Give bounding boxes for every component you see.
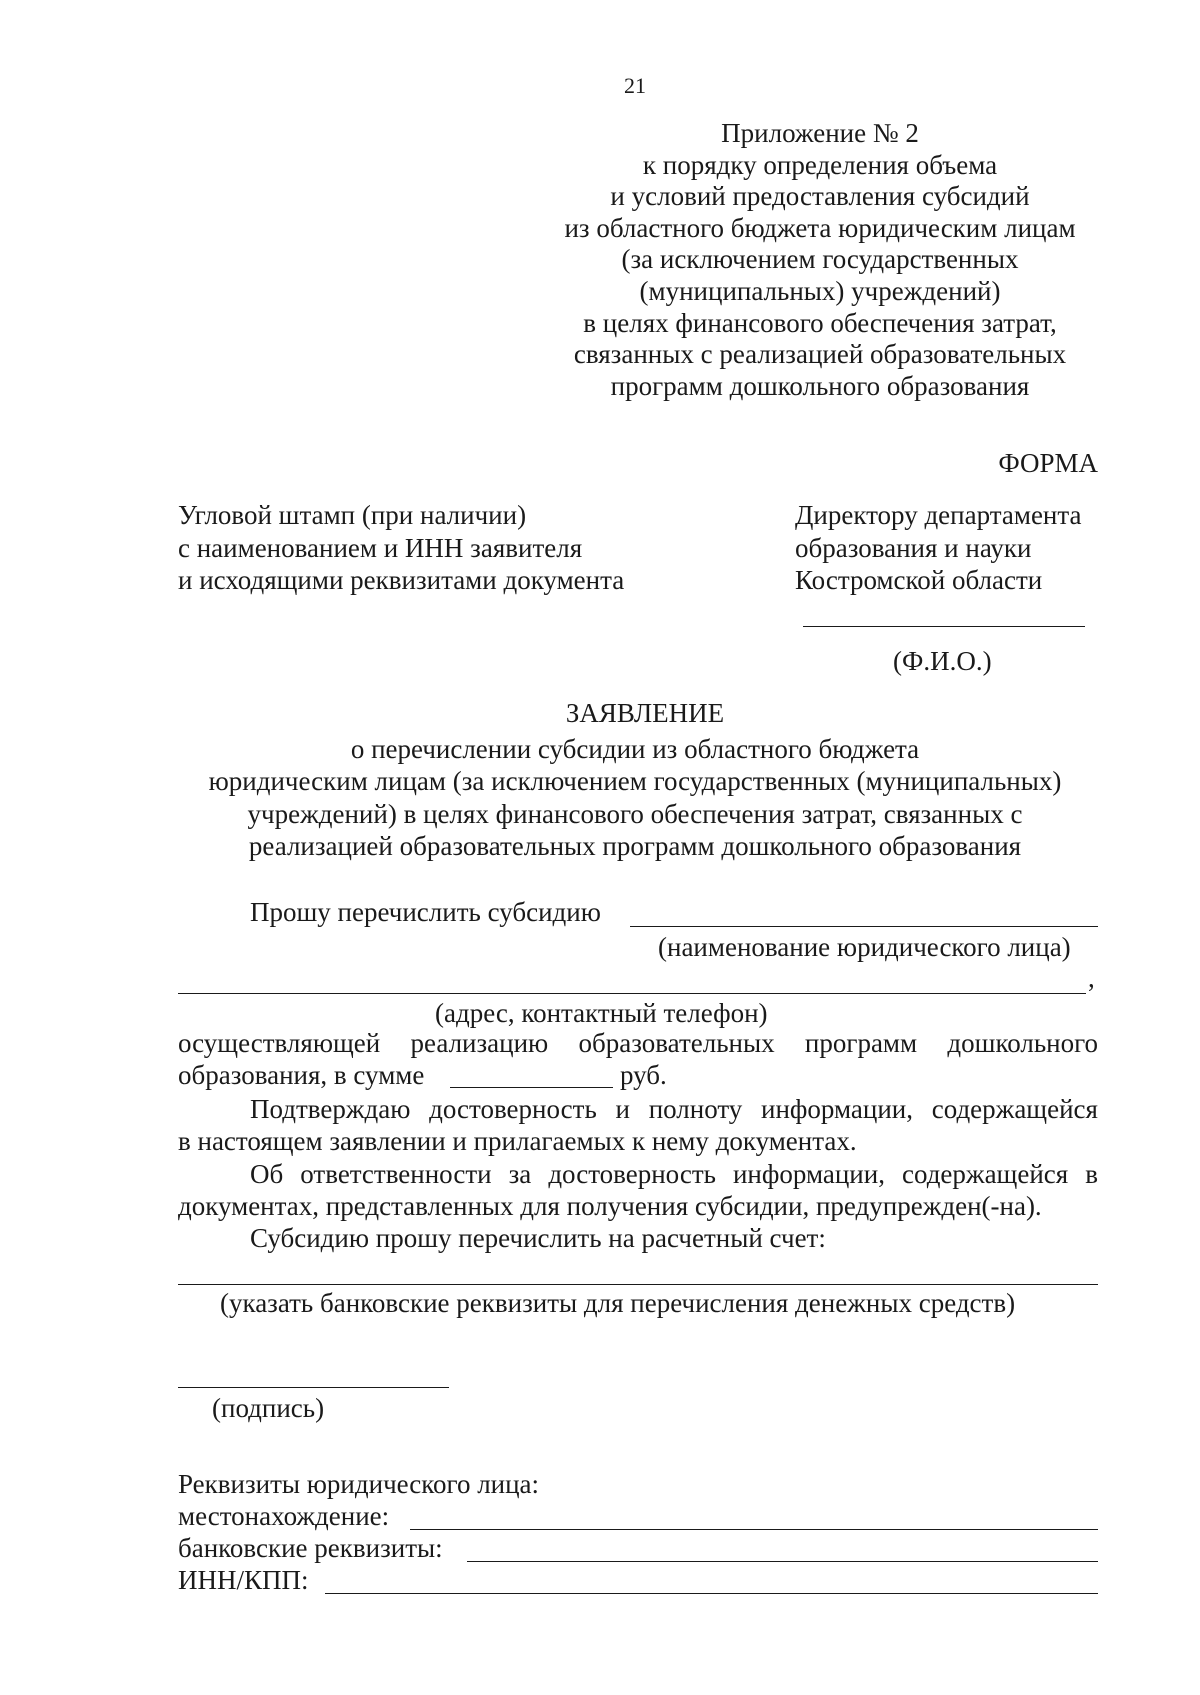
word: информации, [761, 1094, 913, 1124]
appendix-line: к порядку определения объема [642, 149, 998, 180]
address-comma: , [1088, 963, 1095, 993]
addressee-line: Костромской области [795, 565, 1043, 595]
corner-stamp-note [178, 499, 624, 597]
inn-kpp-field[interactable] [325, 1593, 1098, 1594]
legal-entity-name-field[interactable] [630, 926, 1098, 927]
address-caption: (адрес, контактный телефон) [435, 998, 768, 1028]
word: Подтверждаю [250, 1094, 411, 1124]
word: содержащейся [901, 1159, 1069, 1189]
word: реализацию [410, 1028, 549, 1058]
word: за [508, 1159, 532, 1189]
confirm-line-1 [250, 1093, 1098, 1125]
appendix-line: (за исключением государственных [621, 244, 1019, 275]
appendix-line: (муниципальных) учреждений) [639, 275, 1001, 306]
subtitle-line: учреждений) в целях финансового обеспечения затрат, связанных с [247, 798, 1023, 829]
word: ответственности [300, 1159, 492, 1189]
bank-details-field[interactable] [178, 1284, 1098, 1285]
word: дошкольного [947, 1028, 1098, 1058]
location-field[interactable] [410, 1529, 1098, 1530]
word: программ [804, 1028, 918, 1058]
appendix-line: Приложение № 2 [721, 118, 919, 148]
word: Об [250, 1159, 284, 1189]
bank-caption: (указать банковские реквизиты для перечисления денежных средств) [220, 1288, 1016, 1318]
location-label: местонахождение: [178, 1501, 390, 1531]
bank-requisites-field[interactable] [467, 1561, 1098, 1562]
statement-subtitle [170, 733, 1100, 862]
appendix-line: программ дошкольного образования [610, 370, 1030, 401]
word: в [1085, 1159, 1098, 1189]
word: информации, [732, 1159, 885, 1189]
confirm-line-2: в настоящем заявлении и прилагаемых к нему документах. [178, 1126, 857, 1156]
word: осуществляющей [178, 1028, 381, 1058]
addressee-line: образования и науки [795, 532, 1032, 563]
appendix-line: и условий предоставления субсидий [610, 181, 1030, 212]
page-number: 21 [624, 73, 646, 98]
requisites-heading: Реквизиты юридического лица: [178, 1469, 540, 1499]
appendix-line: в целях финансового обеспечения затрат, [583, 307, 1057, 338]
subtitle-line: реализацией образовательных программ дошкольного образования [248, 830, 1022, 861]
appendix-line: связанных с реализацией образовательных [573, 339, 1067, 370]
fio-caption: (Ф.И.О.) [893, 646, 992, 676]
subtitle-line: о перечислении субсидии из областного бюджета [350, 734, 920, 764]
appendix-header [520, 118, 1120, 402]
signature-field[interactable] [178, 1387, 449, 1388]
statement-title: ЗАЯВЛЕНИЕ [565, 698, 725, 728]
responsibility-line-2: документах, представленных для получения субсидии, предупрежден(-на). [178, 1191, 1042, 1221]
amount-suffix: руб. [620, 1060, 667, 1090]
word: достоверность [429, 1094, 597, 1124]
word: образовательных [578, 1028, 775, 1058]
addressee-line: Директору департамента [795, 500, 1082, 530]
amount-field[interactable] [450, 1087, 613, 1088]
stamp-line: с наименованием и ИНН заявителя [178, 532, 583, 563]
word: и [615, 1094, 630, 1124]
form-label: ФОРМА [998, 448, 1098, 478]
bank-requisites-label: банковские реквизиты: [178, 1533, 443, 1563]
stamp-line: Угловой штамп (при наличии) [178, 500, 527, 530]
request-prefix: Прошу перечислить субсидию [250, 897, 601, 927]
amount-prefix: образования, в сумме [178, 1060, 425, 1090]
word: содержащейся [931, 1094, 1098, 1124]
appendix-line: из областного бюджета юридическим лицам [564, 212, 1076, 243]
fio-field-line[interactable] [803, 626, 1085, 627]
responsibility-line-1 [250, 1158, 1098, 1190]
inn-kpp-label: ИНН/КПП: [178, 1565, 309, 1595]
legal-entity-caption: (наименование юридического лица) [658, 932, 1071, 962]
subtitle-line: юридическим лицам (за исключением государственных (муниципальных) [208, 766, 1062, 797]
account-request: Субсидию прошу перечислить на расчетный счет: [250, 1223, 826, 1253]
address-field[interactable] [178, 993, 1086, 994]
signature-caption: (подпись) [212, 1393, 325, 1423]
word: достоверность [548, 1159, 716, 1189]
activity-line [178, 1027, 1098, 1059]
stamp-line: и исходящими реквизитами документа [178, 565, 625, 595]
word: полноту [648, 1094, 743, 1124]
addressee-block [795, 499, 1082, 597]
